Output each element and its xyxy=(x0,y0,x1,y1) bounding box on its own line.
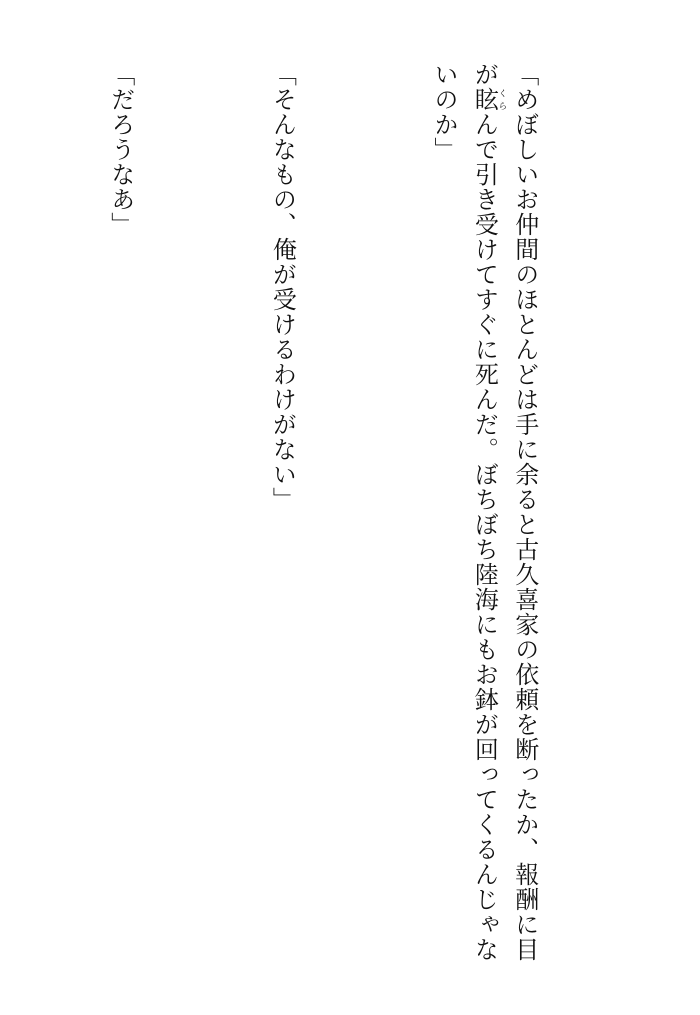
paragraph-3: 「だろうなあ」 xyxy=(106,62,135,237)
paragraph-1: 「めぼしいお仲間のほとんどは手に余ると古久喜家の依頼を断ったか、報酬に目が眩くらんで引き受けてすぐに死んだ。ぼちぼち陸海にもお鉢が回ってくるんじゃないのか」 xyxy=(429,62,539,962)
paragraph-2: 「そんなもの、俺が受けるわけがない」 xyxy=(268,62,297,512)
ruby-kura: くら xyxy=(496,87,507,112)
vertical-text-body xyxy=(0,62,666,977)
